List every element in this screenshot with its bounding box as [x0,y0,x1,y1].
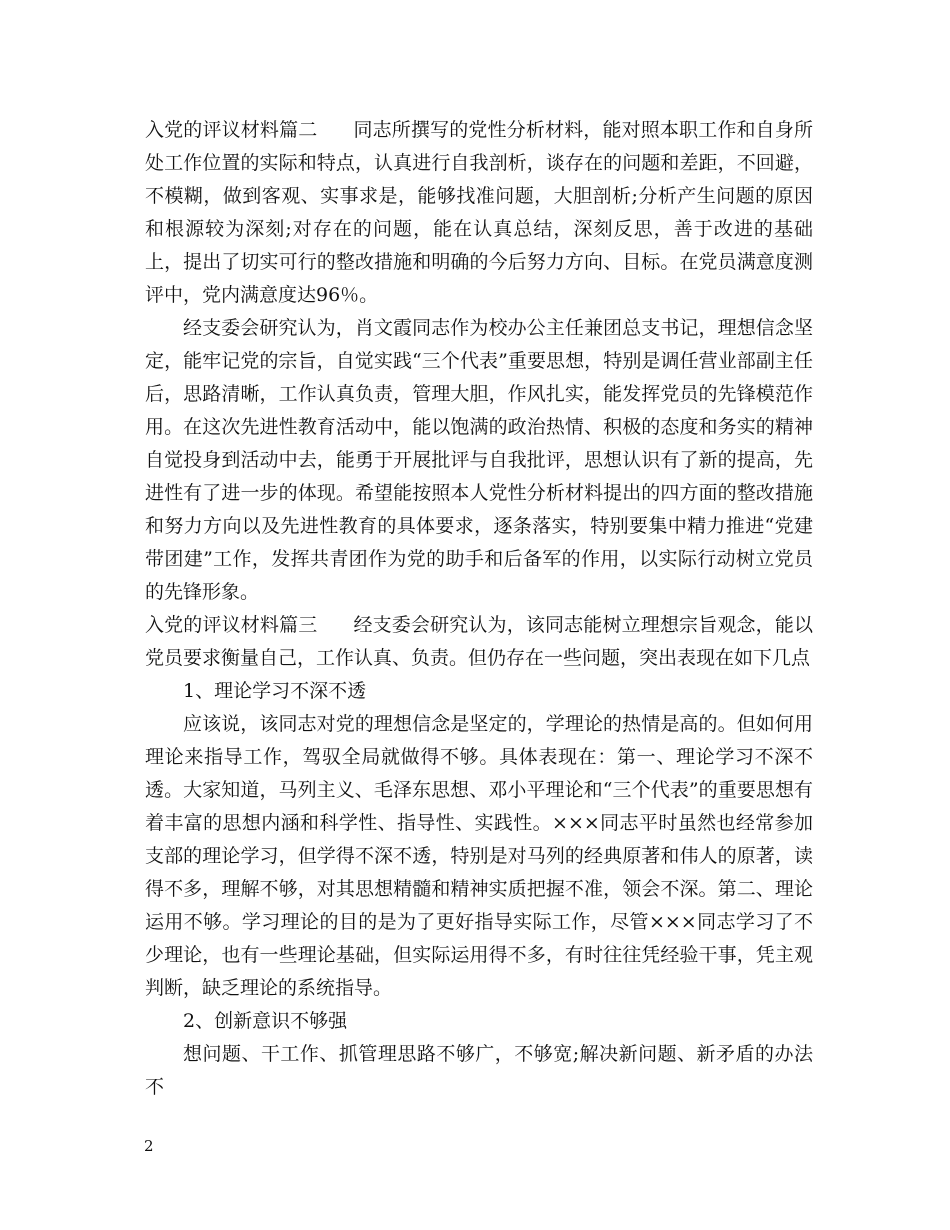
section-text: 同志所撰写的党性分析材料，能对照本职工作和自身所处工作位置的实际和特点，认真进行自我剖析，谈存在的问题和差距，不回避，不模糊，做到客观、实事求是，能够找准问题，大胆剖析;分析产生问题的原因和根源较为深刻;对存在的问题，能在认真总结，深刻反思，善于改进的基础上，提出了切实可行的整改措施和明确的今后努力方向、目标。在党员满意度测评中，党内满意度达96％。 [145,119,813,306]
paragraph-committee-opinion: 经支委会研究认为，肖文霞同志作为校办公主任兼团总支书记，理想信念坚定，能牢记党的宗旨，自觉实践“三个代表”重要思想，特别是调任营业部副主任后，思路清晰，工作认真负责，管理大胆，作风扎实，能发挥党员的先锋模范作用。在这次先进性教育活动中，能以饱满的政治热情、积极的态度和务实的精神自觉投身到活动中去，能勇于开展批评与自我批评，思想认识有了新的提高，先进性有了进一步的体现。希望能按照本人党性分析材料提出的四方面的整改措施和努力方向以及先进性教育的具体要求，逐条落实，特别要集中精力推进“党建带团建”工作，发挥共青团作为党的助手和后备军的作用，以实际行动树立党员的先锋形象。 [145,317,813,603]
section-review-2 [145,114,813,312]
document-body [145,114,813,1104]
heading-innovation: 2、创新意识不够强 [183,1010,348,1032]
paragraph-theory-study: 应该说，该同志对党的理想信念是坚定的，学理论的热情是高的。但如何用理论来指导工作，驾驭全局就做得不够。具体表现在：第一、理论学习不深不透。大家知道，马列主义、毛泽东思想、邓小平理论和“三个代表”的重要思想有着丰富的思想内涵和科学性、指导性、实践性。×××同志平时虽然也经常参加支部的理论学习，但学得不深不透，特别是对马列的经典原著和伟人的原著，读得不多，理解不够，对其思想精髓和精神实质把握不准，领会不深。第二、理论运用不够。学习理论的目的是为了更好指导实际工作，尽管×××同志学习了不少理论，也有一些理论基础，但实际运用得不多，有时往往凭经验干事，凭主观判断，缺乏理论的系统指导。 [145,713,813,999]
section-review-3 [145,609,813,675]
heading-theory-study: 1、理论学习不深不透 [183,680,367,702]
section-title: 入党的评议材料篇二 [145,119,318,141]
section-text: 经支委会研究认为，该同志能树立理想宗旨观念，能以党员要求衡量自己，工作认真、负责。但仍存在一些问题，突出表现在如下几点 [145,614,813,669]
paragraph-innovation: 想问题、干工作、抓管理思路不够广，不够宽;解决新问题、新矛盾的办法不 [145,1043,813,1098]
section-title: 入党的评议材料篇三 [145,614,318,636]
page-number: 2 [144,1137,154,1155]
